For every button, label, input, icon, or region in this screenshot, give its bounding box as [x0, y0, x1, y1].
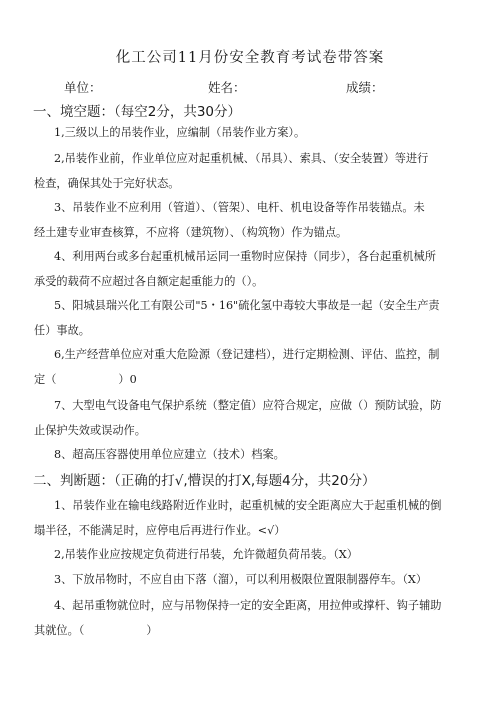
question-text: 3、吊装作业不应利用（管道）、（管架）、电杆、机电设备等作吊装锚点。未: [54, 201, 425, 214]
question-text-cont: 任）事故。: [34, 323, 90, 337]
question-text: 3、下放吊物时，不应自由下落（溜），可以利用极限位置限制器停车。（X）: [54, 573, 428, 586]
question-text: 8、超高压容器使用单位应建立（技术）档案。: [54, 448, 285, 461]
question-item: [34, 494, 452, 543]
question-item: [54, 121, 452, 146]
name-label: 姓名：: [208, 80, 246, 95]
question-item: [54, 443, 452, 468]
question-text-cont: [34, 619, 452, 644]
question-text-cont: 承受的载荷不应超过各自额定起重能力的（）。: [34, 274, 264, 288]
section-heading-true-false: 二、判断题：（正确的打√,懵误的打X,每题4分，共20分）: [33, 473, 376, 489]
question-item: [34, 594, 452, 643]
question-item: [54, 568, 452, 593]
question-item: [34, 147, 452, 196]
question-text-cont: 止保护失效或误动作。: [34, 423, 146, 437]
question-text: 1,三级以上的吊装作业，应编制（吊装作业方案）。: [54, 126, 306, 139]
header-fields: [0, 78, 500, 94]
question-item: [34, 245, 452, 294]
page-title: 化工公司11月份安全教育考试卷带答案: [115, 50, 385, 66]
question-text-cont: 塌半径，不能满足时，应停电后再进行作业。<√）: [34, 523, 286, 537]
question-text-cont: [34, 368, 452, 393]
question-text-part: 其就位。（: [34, 623, 85, 637]
question-text-part: ）: [146, 623, 158, 637]
question-text: 2,吊装作业应按规定负荷进行吊装，允许微超负荷吊装。（X）: [54, 548, 358, 561]
section-heading-fill-in: 一、境空题：（每空2分，共30分）: [33, 104, 242, 120]
question-text: 2,吊装作业前，作业单位应对起重机械、（吊具）、索具、（安全装置）等进行: [54, 152, 429, 165]
question-text-cont: 检查，确保其处于完好状态。: [34, 176, 180, 190]
question-text: 5、阳城县瑞兴化工有限公司"5・16"硫化氢中毒较大事故是一起（安全生产责: [54, 299, 440, 312]
question-item: [34, 343, 452, 392]
score-label: 成绩：: [346, 80, 384, 95]
question-text: 7、大型电气设备电气保护系统（整定值）应符合规定，应做（）预防试验，防: [54, 399, 442, 412]
unit-label: 单位：: [64, 80, 102, 95]
question-item: [34, 196, 452, 245]
question-text: 6,生产经营单位应对重大危险源（登记建档），进行定期检测、评估、监控，制: [54, 348, 440, 361]
question-text-part: ）0: [118, 372, 137, 386]
question-item: [54, 543, 452, 568]
question-text: 4、起吊重物就位时，应与吊物保持一定的安全距离，用拉伸或撑杆、钩子辅助: [54, 599, 442, 612]
question-text-cont: 经土建专业审查核算，不应将（建筑物）、（构筑物）作为锚点。: [34, 225, 348, 239]
question-text-part: 定（: [34, 372, 57, 386]
question-item: [34, 294, 452, 343]
question-text: 1、吊装作业在输电线路附近作业时，起重机械的安全距离应大于起重机械的倒: [54, 499, 442, 512]
question-text: 4、利用两台或多台起重机械吊运同一重物时应保持（同步），各台起重机械所: [54, 250, 436, 263]
question-item: [34, 394, 452, 443]
